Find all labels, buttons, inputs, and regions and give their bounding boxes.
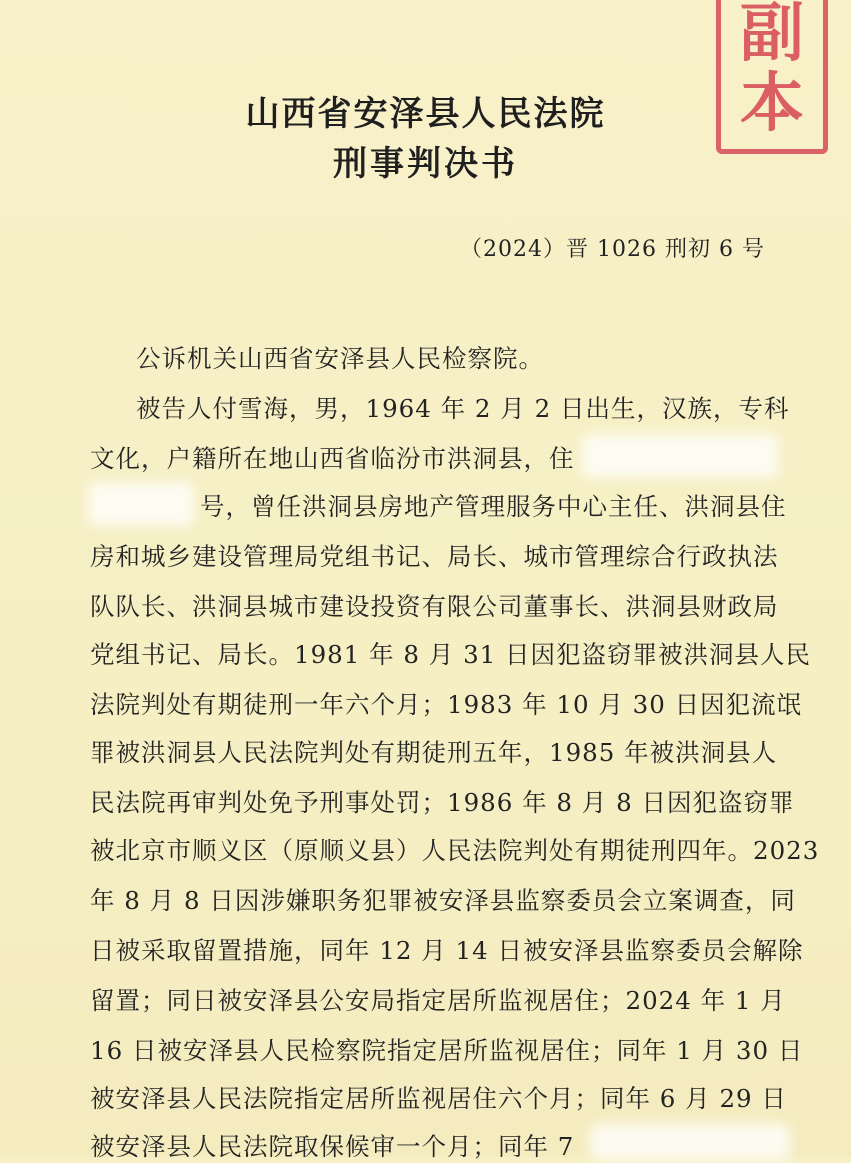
body-line-15: 16 日被安泽县人民检察院指定居所监视居住；同年 1 月 30 日 (90, 1036, 804, 1065)
body-line-4: 号，曾任洪洞县房地产管理服务中心主任、洪洞县住 (200, 492, 787, 521)
body-line-5: 房和城乡建设管理局党组书记、局长、城市管理综合行政执法 (90, 542, 779, 571)
body-line-8: 法院判处有期徒刑一年六个月；1983 年 10 月 30 日因犯流氓 (90, 690, 803, 719)
court-name: 山西省安泽县人民法院 (245, 94, 606, 134)
case-number: （2024）晋 1026 刑初 6 号 (460, 237, 765, 262)
redaction-bottom (590, 1124, 790, 1160)
body-line-12: 年 8 月 8 日因涉嫌职务犯罪被安泽县监察委员会立案调查，同 (90, 886, 796, 915)
body-line-10: 民法院再审判处免予刑事处罚；1986 年 8 月 8 日因犯盗窃罪 (90, 788, 795, 817)
body-line-1: 公诉机关山西省安泽县人民检察院。 (136, 344, 544, 373)
body-line-13: 日被采取留置措施，同年 12 月 14 日被安泽县监察委员会解除 (90, 936, 804, 965)
document-type: 刑事判决书 (333, 144, 518, 184)
body-line-9: 罪被洪洞县人民法院判处有期徒刑五年，1985 年被洪洞县人 (90, 738, 778, 767)
redaction-address-2 (88, 482, 194, 526)
body-line-2: 被告人付雪海，男，1964 年 2 月 2 日出生，汉族，专科 (136, 394, 790, 423)
body-line-6: 队队长、洪洞县城市建设投资有限公司董事长、洪洞县财政局 (90, 592, 779, 621)
body-line-14: 留置；同日被安泽县公安局指定居所监视居住；2024 年 1 月 (90, 986, 786, 1015)
stamp-char-1: 副 (740, 0, 804, 71)
body-line-11: 被北京市顺义区（原顺义县）人民法院判处有期徒刑四年。2023 (90, 836, 820, 865)
body-line-3: 文化，户籍所在地山西省临汾市洪洞县，住 (90, 444, 575, 473)
body-line-7: 党组书记、局长。1981 年 8 月 31 日因犯盗窃罪被洪洞县人民 (90, 640, 812, 669)
body-line-16: 被安泽县人民法院指定居所监视居住六个月；同年 6 月 29 日 (90, 1084, 787, 1113)
body-line-17: 被安泽县人民法院取保候审一个月；同年 7 (90, 1132, 575, 1161)
redaction-address-1 (582, 434, 778, 478)
stamp-char-2: 本 (740, 67, 804, 141)
